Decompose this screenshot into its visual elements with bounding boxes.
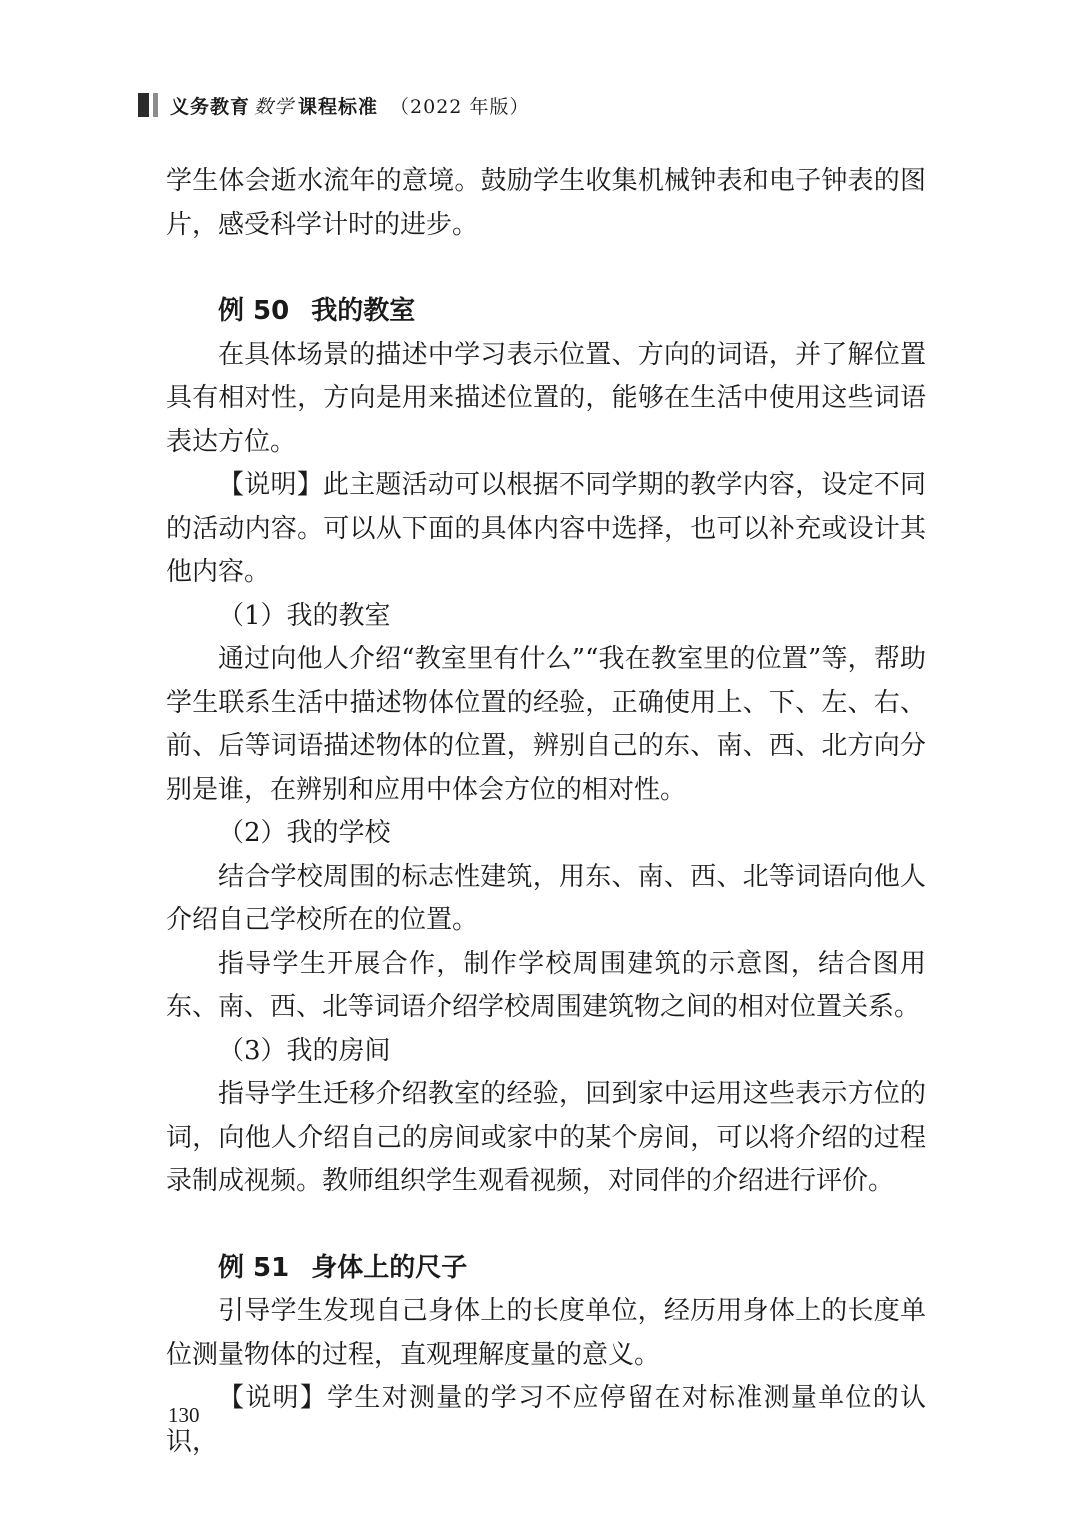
example-51-title: 身体上的尺子 <box>311 1252 468 1283</box>
header-bar-dark <box>138 93 149 117</box>
subitem-2-text-a: 结合学校周围的标志性建筑，用东、南、西、北等词语向他人介绍自己学校所在的位置。 <box>166 861 926 935</box>
header-title <box>170 92 529 119</box>
header-bar-light <box>153 93 158 117</box>
running-header <box>138 90 529 120</box>
subitem-3-heading: （3）我的房间 <box>218 1035 391 1066</box>
header-title-part2: 数学 <box>254 95 295 118</box>
header-title-part3: 课程标准 <box>298 95 379 118</box>
subitem-2-text-b: 指导学生开展合作，制作学校周围建筑的示意图，结合图用东、南、西、北等词语介绍学校周围建筑物之间的相对位置关系。 <box>166 948 926 1022</box>
example-50-intro: 在具体场景的描述中学习表示位置、方向的词语，并了解位置具有相对性，方向是用来描述位置的，能够在生活中使用这些词语表达方位。 <box>166 339 926 457</box>
header-year: （2022 年版） <box>390 95 530 118</box>
example-50-note: 【说明】此主题活动可以根据不同学期的教学内容，设定不同的活动内容。可以从下面的具体内容中选择，也可以补充或设计其他内容。 <box>166 470 926 587</box>
page-body <box>166 160 926 1464</box>
page-number: 130 <box>168 1403 200 1427</box>
subitem-1-text: 通过向他人介绍“教室里有什么”“我在教室里的位置”等，帮助学生联系生活中描述物体位置的经验，正确使用上、下、左、右、前、后等词语描述物体的位置，辨别自己的东、南、西、北方向分别是谁，在辨别和应用中体会方位的相对性。 <box>166 644 926 805</box>
example-50-number: 例 50 <box>218 296 290 326</box>
header-bar-marker <box>138 93 158 117</box>
example-51-note: 【说明】学生对测量的学习不应停留在对标准测量单位的认识， <box>166 1383 926 1457</box>
example-51-heading <box>166 1247 926 1291</box>
example-51-number: 例 51 <box>218 1252 290 1283</box>
paragraph-continued: 学生体会逝水流年的意境。鼓励学生收集机械钟表和电子钟表的图片，感受科学计时的进步。 <box>166 166 926 240</box>
subitem-1-heading: （1）我的教室 <box>218 600 391 631</box>
example-51-intro: 引导学生发现自己身体上的长度单位，经历用身体上的长度单位测量物体的过程，直观理解度量的意义。 <box>166 1296 926 1370</box>
subitem-2-heading: （2）我的学校 <box>218 818 391 848</box>
header-title-part1: 义务教育 <box>170 95 251 118</box>
subitem-3-text: 指导学生迁移介绍教室的经验，回到家中运用这些表示方位的词，向他人介绍自己的房间或家中的某个房间，可以将介绍的过程录制成视频。教师组织学生观看视频，对同伴的介绍进行评价。 <box>166 1079 926 1196</box>
example-50-title: 我的教室 <box>311 296 416 326</box>
example-50-heading <box>166 290 926 334</box>
